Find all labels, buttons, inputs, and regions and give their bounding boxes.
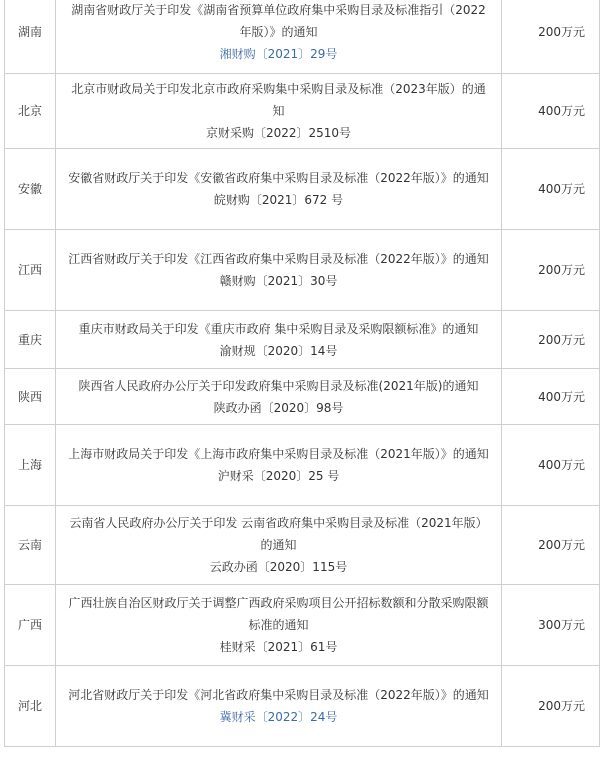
- table-row: [5, 425, 600, 506]
- amount-cell: 200万元: [502, 506, 600, 585]
- region-cell: 上海: [5, 425, 56, 506]
- notice-cell: [56, 585, 502, 666]
- document-number: 京财采购〔2022〕2510号: [205, 126, 352, 140]
- table-row: [5, 666, 600, 747]
- notice-cell: [56, 506, 502, 585]
- table-row: [5, 230, 600, 311]
- document-number: 皖财购〔2021〕672 号: [213, 193, 344, 207]
- amount-cell: 400万元: [502, 369, 600, 425]
- region-cell: 湖南: [5, 0, 56, 74]
- document-number: 云政办函〔2020〕115号: [209, 560, 348, 574]
- amount-cell: 400万元: [502, 149, 600, 230]
- amount-cell: 400万元: [502, 74, 600, 149]
- notice-cell: [56, 369, 502, 425]
- region-cell: 北京: [5, 74, 56, 149]
- region-cell: 河北: [5, 666, 56, 747]
- region-cell: 安徽: [5, 149, 56, 230]
- amount-cell: 200万元: [502, 311, 600, 369]
- document-number: 赣财购〔2021〕30号: [219, 274, 338, 288]
- region-cell: 云南: [5, 506, 56, 585]
- notice-cell: [56, 149, 502, 230]
- notice-title: 云南省人民政府办公厅关于印发 云南省政府集中采购目录及标准（2021年版）的通知: [69, 516, 488, 552]
- region-cell: 广西: [5, 585, 56, 666]
- table-row: [5, 74, 600, 149]
- table-body: [5, 0, 600, 747]
- notice-title: 安徽省财政厅关于印发《安徽省政府集中采购目录及标准（2022年版）》的通知: [68, 171, 489, 185]
- table-row: [5, 369, 600, 425]
- region-cell: 重庆: [5, 311, 56, 369]
- notice-cell: [56, 666, 502, 747]
- notice-cell: [56, 311, 502, 369]
- notice-cell: [56, 425, 502, 506]
- notice-title: 湖南省财政厅关于印发《湖南省预算单位政府集中采购目录及标准指引（2022年版）》的通知: [71, 3, 486, 39]
- amount-cell: 200万元: [502, 0, 600, 74]
- amount-cell: 200万元: [502, 666, 600, 747]
- notice-cell: [56, 230, 502, 311]
- table-row: [5, 149, 600, 230]
- amount-cell: 400万元: [502, 425, 600, 506]
- notice-cell: [56, 74, 502, 149]
- notice-title: 上海市财政局关于印发《上海市政府集中采购目录及标准（2021年版）》的通知: [68, 447, 489, 461]
- table-row: [5, 0, 600, 74]
- table-row: [5, 585, 600, 666]
- notice-title: 陕西省人民政府办公厅关于印发政府集中采购目录及标准(2021年版)的通知: [78, 378, 479, 393]
- notice-title: 广西壮族自治区财政厅关于调整广西政府采购项目公开招标数额和分散采购限额标准的通知: [68, 596, 489, 632]
- notice-cell: [56, 0, 502, 74]
- amount-cell: 300万元: [502, 585, 600, 666]
- amount-cell: 200万元: [502, 230, 600, 311]
- region-cell: 江西: [5, 230, 56, 311]
- table-row: [5, 311, 600, 369]
- policy-table: [4, 0, 600, 747]
- document-number: 陕政办函〔2020〕98号: [213, 400, 344, 415]
- table-row: [5, 506, 600, 585]
- notice-title: 江西省财政厅关于印发《江西省政府集中采购目录及标准（2022年版）》的通知: [68, 252, 489, 266]
- document-number[interactable]: 湘财购〔2021〕29号: [219, 47, 338, 61]
- notice-title: 北京市财政局关于印发北京市政府采购集中采购目录及标准（2023年版）的通知: [71, 82, 486, 118]
- region-cell: 陕西: [5, 369, 56, 425]
- document-number[interactable]: 冀财采〔2022〕24号: [219, 710, 338, 724]
- document-number: 渝财规〔2020〕14号: [219, 343, 338, 358]
- document-number: 桂财采〔2021〕61号: [219, 640, 338, 654]
- document-number: 沪财采〔2020〕25 号: [217, 469, 340, 483]
- notice-title: 河北省财政厅关于印发《河北省政府集中采购目录及标准（2022年版）》的通知: [68, 688, 489, 702]
- notice-title: 重庆市财政局关于印发《重庆市政府 集中采购目录及采购限额标准》的通知: [78, 321, 479, 336]
